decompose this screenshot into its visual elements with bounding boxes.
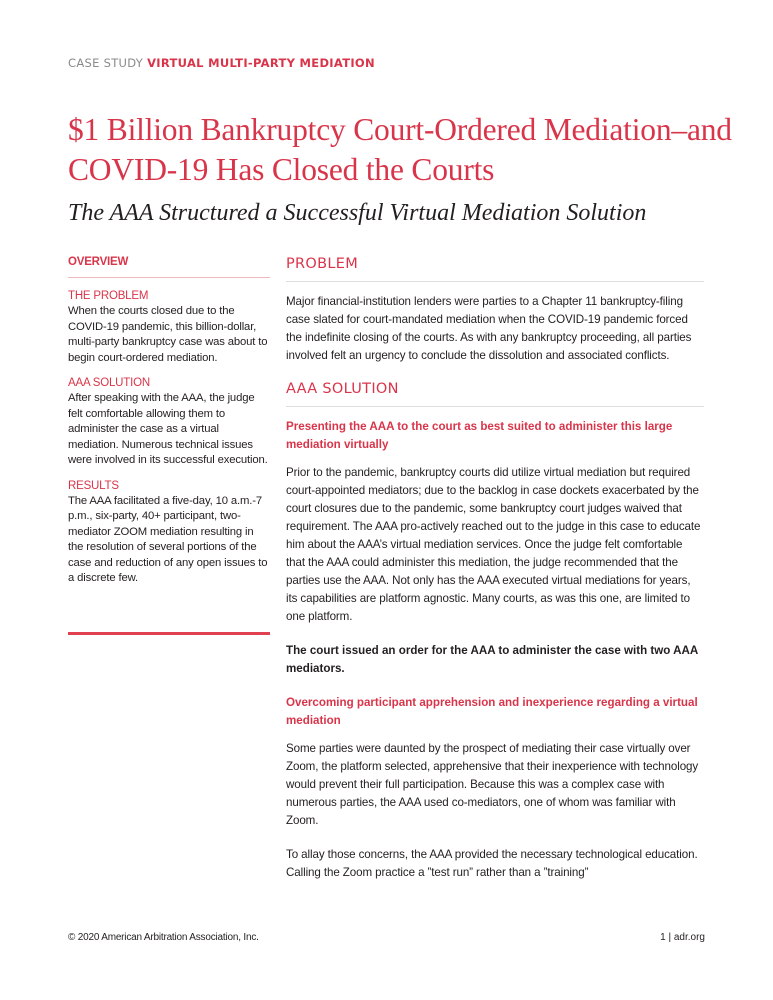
court-order-statement: The court issued an order for the AAA to administer the case with two AAA mediators. [286,644,698,675]
solution-subheading-2: Overcoming participant apprehension and inexperience regarding a virtual mediation [286,696,698,727]
solution-paragraph-3: To allay those concerns, the AAA provided the necessary technological education. Calling the Zoom practice a ”test run” rather than a ”training” [286,848,698,879]
solution-paragraph-1: Prior to the pandemic, bankruptcy courts did utilize virtual mediation but required court-appointed mediators; due to the backlog in case dockets exacerbated by the court closures due to the pandemic, some bankruptcy court judges waived that requirement. The AAA pro-actively reached out to the judge in this case to educate him about the AAA’s virtual mediation services. Once the judge felt comfortable that the AAA could administer this mediation, the judge recommended that the parties use the AAA. Not only has the AAA executed virtual mediations for years, its capabilities are platform agnostic. Many courts, as was this one, are limited to one platform. [286,466,701,623]
overview-solution-body: After speaking with the AAA, the judge felt comfortable allowing them to administer the case as a virtual mediation. Numerous technical issues were involved in its successful execution. [68,392,268,466]
overview-results-title: RESULTS [68,479,119,492]
case-study-kicker [68,56,375,70]
solution-heading: AAA SOLUTION [286,381,704,407]
overview-sidebar [68,256,270,597]
page-title: $1 Billion Bankruptcy Court-Ordered Mediation–and COVID-19 Has Closed the Courts [68,112,732,187]
page-subtitle: The AAA Structured a Successful Virtual Mediation Solution [68,200,647,226]
overview-problem-title: THE PROBLEM [68,290,149,302]
solution-paragraph-2: Some parties were daunted by the prospect of mediating their case virtually over Zoom, the platform selected, apprehensive that their inexperience with technology would prevent their full participation. Because this was a complex case with numerous parties, the AAA used co-mediators, one of whom was familiar with Zoom. [286,742,699,827]
overview-problem-body: When the courts closed due to the COVID-19 pandemic, this billion-dollar, multi-party bankruptcy case was about to begin court-ordered mediation. [68,305,268,364]
overview-solution-title: AAA SOLUTION [68,377,150,389]
main-content [286,256,704,898]
sidebar-accent-divider [68,632,270,635]
footer-page-info: 1 | adr.org [660,932,705,943]
footer-copyright: © 2020 American Arbitration Association, Inc. [68,932,259,943]
kicker-topic: VIRTUAL MULTI-PARTY MEDIATION [147,56,375,70]
overview-results-body: The AAA facilitated a five-day, 10 a.m.-7 p.m., six-party, 40+ participant, two-mediator ZOOM mediation resulting in the resolution of several portions of the case and reduction of any open issues to a discrete few. [68,494,268,584]
overview-results-section [68,479,270,587]
overview-solution-section [68,376,270,469]
overview-problem-section [68,289,270,366]
overview-heading: OVERVIEW [68,256,270,278]
solution-subheading-1: Presenting the AAA to the court as best suited to administer this large mediation virtually [286,420,673,451]
problem-body: Major financial-institution lenders were parties to a Chapter 11 bankruptcy-filing case slated for court-mandated mediation when the COVID-19 pandemic forced the indefinite closing of the courts. As with any bankruptcy proceeding, all parties involved felt an urgency to conclude the dissolution and associated conflicts. [286,295,692,362]
kicker-label: CASE STUDY [68,56,144,70]
problem-heading: PROBLEM [286,256,704,282]
